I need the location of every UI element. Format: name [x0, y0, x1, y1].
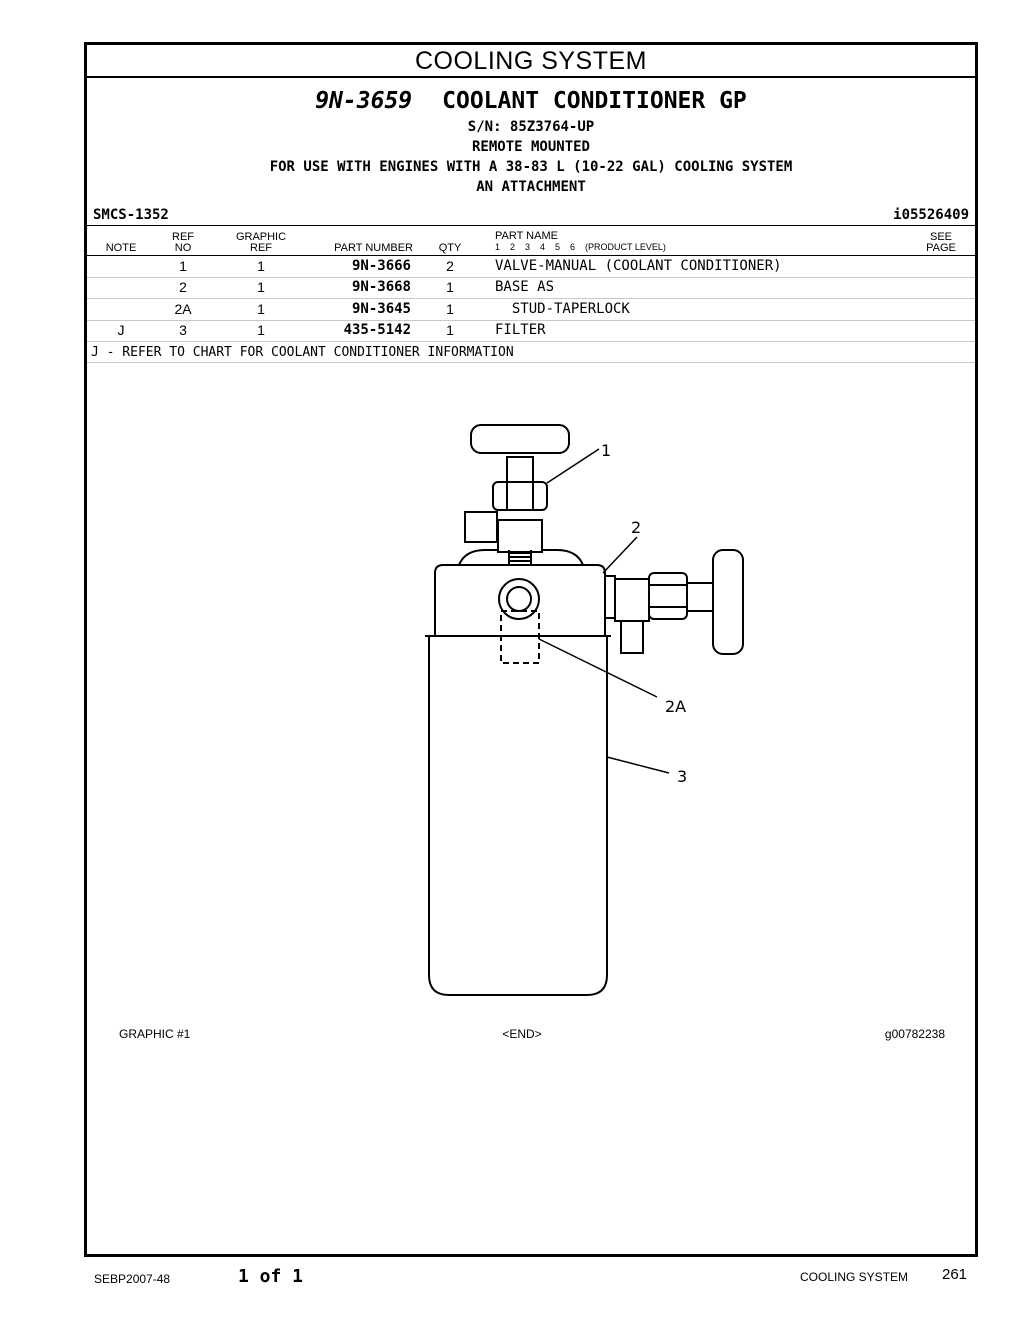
row-ref-no: 3 [179, 322, 187, 338]
row-graphic-ref: 1 [257, 279, 265, 295]
page-of: 1 of 1 [238, 1266, 304, 1287]
leader-line-1 [547, 449, 599, 483]
header-ref-no: NO [174, 242, 192, 254]
row-graphic-ref: 1 [257, 258, 265, 274]
row-ref-no: 1 [179, 258, 187, 274]
side-valve-flange [605, 576, 615, 618]
group-description-line: AN ATTACHMENT [476, 179, 586, 195]
group-part-number: 9N-3659 [315, 88, 413, 114]
header-see-page: SEE [929, 231, 952, 243]
header-graphic-ref: GRAPHIC [235, 231, 287, 243]
side-valve-handle [713, 550, 743, 654]
callout-label: 2 [631, 518, 642, 537]
callout-label: 1 [601, 441, 612, 460]
document-id: SEBP2007-48 [94, 1272, 171, 1286]
side-valve-nut [649, 573, 687, 619]
graphic-caption: GRAPHIC #1 [119, 1027, 191, 1041]
row-note: J [117, 322, 125, 338]
leader-line-3 [607, 757, 669, 773]
row-part-name: STUD-TAPERLOCK [495, 301, 630, 317]
base-port-outer [499, 579, 539, 619]
row-qty: 1 [446, 279, 454, 295]
row-part-name: VALVE-MANUAL (COOLANT CONDITIONER) [495, 258, 782, 274]
row-ref-no: 2A [174, 301, 192, 317]
illustration-id: i05526409 [893, 207, 969, 223]
graphic-id: g00782238 [884, 1027, 945, 1041]
smcs-code: SMCS-1352 [93, 207, 169, 223]
chart-reference-note: J - REFER TO CHART FOR COOLANT CONDITIONER INFORMATION [91, 345, 514, 360]
filter-canister [429, 636, 607, 995]
row-part-number: 9N-3666 [351, 258, 411, 274]
side-valve-port [621, 621, 643, 653]
row-graphic-ref: 1 [257, 301, 265, 317]
header-ref-no: REF [172, 231, 194, 243]
group-description-line: FOR USE WITH ENGINES WITH A 38-83 L (10-22 GAL) COOLING SYSTEM [269, 159, 793, 175]
row-ref-no: 2 [179, 279, 187, 295]
header-part-number: PART NUMBER [334, 242, 413, 254]
header-graphic-ref: REF [250, 242, 272, 254]
callout-label: 2A [665, 697, 687, 716]
serial-number: S/N: 85Z3764-UP [467, 119, 595, 135]
end-marker: <END> [502, 1027, 542, 1041]
row-part-number: 9N-3645 [351, 301, 411, 317]
valve-nut-top [493, 482, 547, 510]
group-name: COOLANT CONDITIONER GP [442, 88, 747, 114]
valve-handle-top [471, 425, 569, 453]
row-qty: 1 [446, 301, 454, 317]
row-qty: 2 [446, 258, 454, 274]
group-description-line: REMOTE MOUNTED [471, 139, 590, 155]
header-product-level: 1 2 3 4 5 6 (PRODUCT LEVEL) [495, 242, 666, 252]
row-part-number: 435-5142 [343, 322, 411, 338]
row-part-number: 9N-3668 [351, 279, 411, 295]
valve-stem-top [507, 457, 533, 482]
valve-side-port [465, 512, 497, 542]
page-frame [84, 42, 978, 1257]
row-part-name: BASE AS [495, 279, 555, 295]
header-qty: QTY [438, 242, 462, 254]
header-note: NOTE [105, 242, 137, 254]
side-valve-stem [687, 583, 713, 611]
section-title: COOLING SYSTEM [87, 45, 975, 78]
side-valve-body [615, 579, 649, 621]
row-qty: 1 [446, 322, 454, 338]
leader-line-2 [603, 537, 637, 573]
row-part-name: FILTER [495, 322, 546, 338]
valve-body-top [498, 520, 542, 552]
callout-label: 3 [677, 767, 688, 786]
page-number: 261 [942, 1266, 968, 1283]
row-graphic-ref: 1 [257, 322, 265, 338]
header-part-name: PART NAME [495, 230, 558, 242]
coolant-conditioner-drawing [87, 45, 975, 1254]
footer-section: COOLING SYSTEM [800, 1270, 909, 1284]
header-see-page: PAGE [926, 242, 956, 254]
